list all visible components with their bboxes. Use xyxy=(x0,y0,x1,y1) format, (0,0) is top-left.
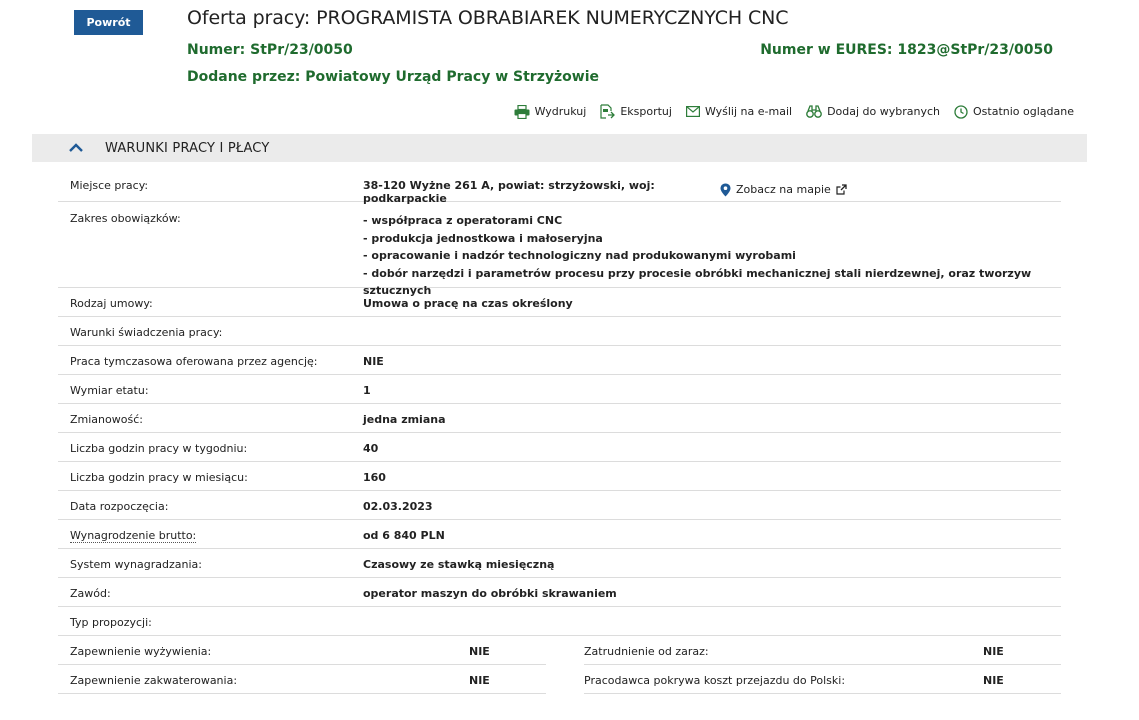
work-conditions-table xyxy=(58,170,1061,694)
duties-list xyxy=(363,202,1061,297)
table-row: Wynagrodzenie brutto: od 6 840 PLN xyxy=(58,520,1061,549)
table-row: Zapewnienie wyżywienia: NIE Zatrudnienie od zaraz: NIE xyxy=(58,636,1061,665)
table-row: Warunki świadczenia pracy: xyxy=(58,317,1061,346)
map-link[interactable]: Zobacz na mapie xyxy=(720,178,847,201)
table-row: Typ propozycji: xyxy=(58,607,1061,636)
print-action[interactable]: Wydrukuj xyxy=(514,105,587,119)
table-row: Data rozpoczęcia: 02.03.2023 xyxy=(58,491,1061,520)
table-row: Zawód: operator maszyn do obróbki skrawaniem xyxy=(58,578,1061,607)
export-file-icon xyxy=(600,104,615,119)
table-row: Zakres obowiązków: - współpraca z operatorami CNC - produkcja jednostkowa i małoseryjna - opracowanie i nadzór technologiczny nad produkowanymi wyrobami - dobór narzędzi i parametrów procesu przy procesie obróbki mechanicznej stali nierdzewnej, oraz tworzyw sztucznych xyxy=(58,202,1061,288)
offer-number: Numer: StPr/23/0050 xyxy=(187,42,353,58)
table-row: Rodzaj umowy: Umowa o pracę na czas określony xyxy=(58,288,1061,317)
recent-action[interactable]: Ostatnio oglądane xyxy=(954,105,1074,119)
clock-icon xyxy=(954,105,968,119)
table-row: Miejsce pracy: 38-120 Wyżne 261 A, powiat: strzyżowski, woj: podkarpackie Zobacz na mapie xyxy=(58,170,1061,202)
printer-icon xyxy=(514,105,530,119)
added-by: Dodane przez: Powiatowy Urząd Pracy w Strzyżowie xyxy=(187,69,599,85)
email-action[interactable]: Wyślij na e-mail xyxy=(686,105,792,118)
envelope-icon xyxy=(686,106,700,117)
table-row: Liczba godzin pracy w miesiącu: 160 xyxy=(58,462,1061,491)
list-item: - dobór narzędzi i parametrów procesu przy procesie obróbki mechanicznej stali nierdzewnej, oraz tworzyw sztucznych xyxy=(363,266,1032,297)
salary-tooltip-label[interactable]: Wynagrodzenie brutto: xyxy=(70,529,197,542)
back-button[interactable]: Powrót xyxy=(74,10,143,35)
favorites-action[interactable]: Dodaj do wybranych xyxy=(806,105,940,118)
table-row: Zmianowość: jedna zmiana xyxy=(58,404,1061,433)
export-action[interactable]: Eksportuj xyxy=(600,104,672,119)
table-row: Wymiar etatu: 1 xyxy=(58,375,1061,404)
chevron-up-icon[interactable] xyxy=(68,140,84,156)
list-item: - opracowanie i nadzór technologiczny nad produkowanymi wyrobami xyxy=(363,249,796,262)
action-toolbar xyxy=(514,104,1074,119)
map-pin-icon xyxy=(720,183,731,197)
page-title: Oferta pracy: PROGRAMISTA OBRABIAREK NUMERYCZNYCH CNC xyxy=(187,7,789,29)
place-value: 38-120 Wyżne 261 A, powiat: strzyżowski, woj: podkarpackie xyxy=(363,179,655,205)
section-title: WARUNKI PRACY I PŁACY xyxy=(105,140,270,156)
eures-number: Numer w EURES: 1823@StPr/23/0050 xyxy=(760,42,1053,58)
section-header-work-conditions[interactable] xyxy=(32,134,1087,162)
list-item: - współpraca z operatorami CNC xyxy=(363,214,563,227)
table-row: Praca tymczasowa oferowana przez agencję: NIE xyxy=(58,346,1061,375)
table-row: Liczba godzin pracy w tygodniu: 40 xyxy=(58,433,1061,462)
external-link-icon xyxy=(836,184,847,195)
binoculars-icon xyxy=(806,105,822,118)
list-item: - produkcja jednostkowa i małoseryjna xyxy=(363,231,603,245)
table-row: Zapewnienie zakwaterowania: NIE Pracodawca pokrywa koszt przejazdu do Polski: NIE xyxy=(58,665,1061,694)
table-row: System wynagradzania: Czasowy ze stawką miesięczną xyxy=(58,549,1061,578)
